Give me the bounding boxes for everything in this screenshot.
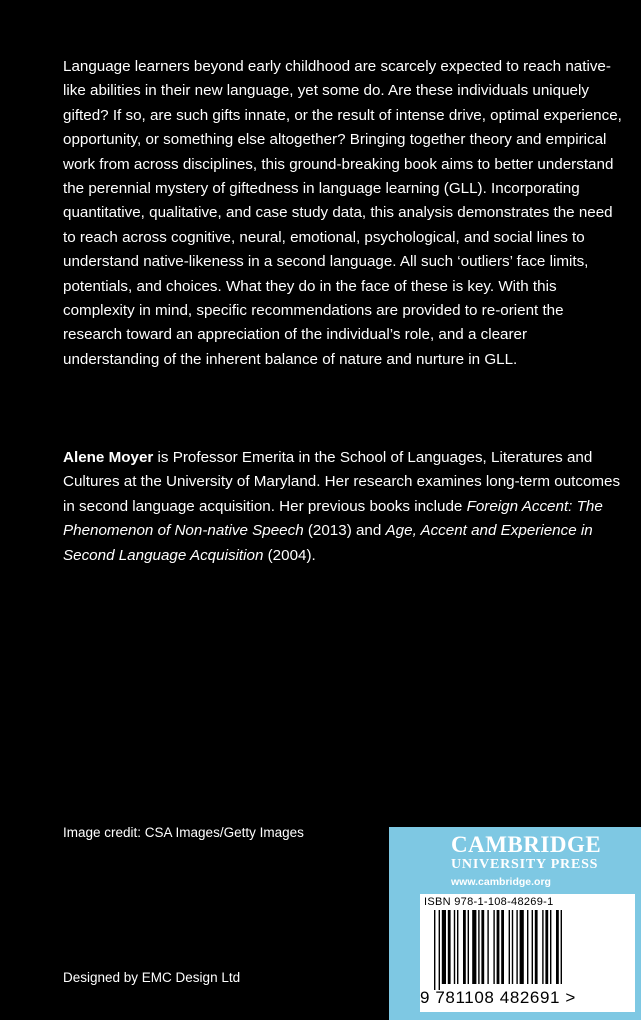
bio-text-3: (2004). [263,546,316,564]
previous-book-2: Age, Accent and Experience in Second Language Acquisition [63,522,593,564]
previous-book-1: Foreign Accent: The Phenomenon of Non-native Speech [63,497,603,540]
publisher-name: CAMBRIDGE [451,832,602,857]
book-description: Language learners beyond early childhood are scarcely expected to reach native-like abilities in their new language, yet some do. Are these individuals uniquely gifted? If so, are such gifts innate, or the result of intense drive, optimal experience, opportunity, or something else altogether? Bringing together theory and empirical work from across disciplines, this ground-breaking book aims to better understand the perennial mystery of giftedness in language learning (GLL). Incorporating quantitative, qualitative, and case study data, this analysis demonstrates the need to reach across cognitive, neural, emotional, psychological, and social lines to understand native-likeness in a second language. All such ‘outliers’ face limits, potentials, and choices. What they do in the face of these is key. With this complexity in mind, specific recommendations are provided to re-orient the research toward an appreciation of the individual’s role, and a clearer understanding of the inherent balance of nature and nurture in GLL. [63,58,622,368]
bio-text-1: is Professor Emerita in the School of Languages, Literatures and Cultures at the University of Maryland. Her research examines long-term outcomes in second language acquisition. Her previous books include [63,449,621,515]
barcode-icon [432,910,624,990]
designer-credit: Designed by EMC Design Ltd [63,970,241,985]
bio-text-2: (2013) and [303,522,386,540]
publisher-box [389,827,641,1020]
publisher-subname: UNIVERSITY PRESS [451,857,599,872]
barcode-panel [420,894,635,1012]
author-name: Alene Moyer [63,449,154,466]
author-bio [63,446,623,568]
barcode-digits: 9 781108 482691 > [420,988,576,1007]
isbn-label: ISBN 978-1-108-48269-1 [424,896,554,908]
publisher-url: www.cambridge.org [451,876,551,888]
image-credit: Image credit: CSA Images/Getty Images [63,825,304,840]
